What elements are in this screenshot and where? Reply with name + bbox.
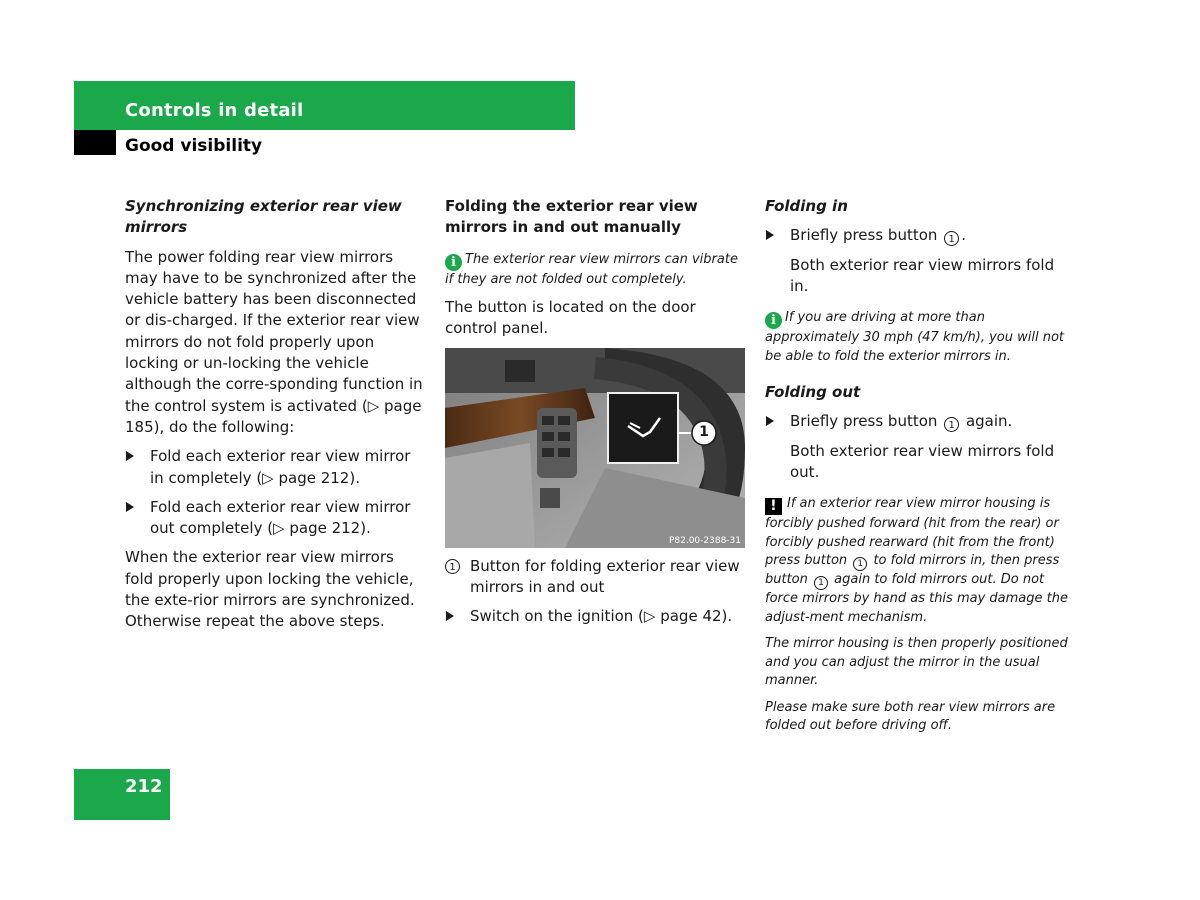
column-folding-in-out <box>765 196 1070 736</box>
bullet-triangle-icon <box>766 230 774 240</box>
warning-text-part1: If an exterior rear view mirror housing is forcibly pushed forward (hit from the rear) or forcibly pushed rearward (hit from the front) press button <box>765 496 1059 569</box>
bullet-press-fold-in-text: Briefly press button <box>790 226 938 245</box>
bullet-triangle-icon <box>126 451 134 461</box>
bullet-press-fold-out-suffix: again. <box>961 412 1013 431</box>
caption-number-badge: 1 <box>445 559 460 574</box>
synchronizing-outro: When the exterior rear view mirrors fold properly upon locking the vehicle, the exte-rior mirrors are synchronized. Otherwise repeat the above steps. <box>125 548 415 631</box>
bullet-triangle-icon <box>766 416 774 426</box>
button-location-text: The button is located on the door control panel. <box>445 298 696 338</box>
section-title: Controls in detail <box>125 100 304 121</box>
info-note-speed-text: If you are driving at more than approximately 30 mph (47 km/h), you will not be able to fold the exterior mirrors in. <box>765 310 1064 364</box>
bullet-triangle-icon <box>126 502 134 512</box>
bullet-press-fold-in-suffix: . <box>961 226 966 245</box>
warning-followup-2: Please make sure both rear view mirrors are folded out before driving off. <box>765 699 1056 734</box>
bullet-fold-out <box>125 497 425 540</box>
info-note-vibrate-text: The exterior rear view mirrors can vibrate if they are not folded out completely. <box>445 251 738 287</box>
warning-text-part3: again to fold mirrors out. Do not force mirrors by hand as this may damage the adjust-ment mechanism. <box>765 572 1068 625</box>
section-header-bar <box>74 81 575 130</box>
bullet-fold-in-text: Fold each exterior rear view mirror in completely (▷ page 212). <box>150 447 411 487</box>
bullet-press-fold-out-text: Briefly press button <box>790 412 938 431</box>
button-number-badge: 1 <box>814 576 828 590</box>
subsection-title: Good visibility <box>125 136 263 156</box>
bullet-triangle-icon <box>446 611 454 621</box>
warning-followup-1: The mirror housing is then properly positioned and you can adjust the mirror in the usual manner. <box>765 636 1068 689</box>
column-manual-folding <box>445 196 745 628</box>
info-note-speed <box>765 309 1070 366</box>
info-note-vibrate <box>445 251 745 290</box>
page-number-box <box>74 769 170 820</box>
button-number-badge: 1 <box>944 231 959 246</box>
folding-in-heading: Folding in <box>765 197 848 215</box>
photo-callout-number: 1 <box>699 423 709 440</box>
synchronizing-heading: Synchronizing exterior rear view mirrors <box>125 197 402 237</box>
door-panel-photo <box>445 348 745 548</box>
bullet-switch-ignition <box>445 606 745 627</box>
bullet-fold-in <box>125 446 425 489</box>
column-synchronizing <box>125 196 425 633</box>
warning-note-housing <box>765 495 1070 627</box>
info-icon: i <box>765 312 782 329</box>
photo-caption <box>445 556 745 599</box>
warning-icon: ! <box>765 498 782 515</box>
page-number: 212 <box>125 776 163 797</box>
manual-folding-heading: Folding the exterior rear view mirrors in and out manually <box>445 197 698 237</box>
bullet-press-fold-in <box>765 225 1070 246</box>
warning-text-part2: to fold mirrors in, then press button <box>765 553 1060 588</box>
info-icon: i <box>445 254 462 271</box>
folding-out-result: Both exterior rear view mirrors fold out. <box>790 441 1055 482</box>
bullet-press-fold-out <box>765 411 1070 432</box>
subsection-marker <box>74 130 116 155</box>
folding-in-result: Both exterior rear view mirrors fold in. <box>790 255 1055 295</box>
bullet-switch-ignition-text: Switch on the ignition (▷ page 42). <box>470 607 733 626</box>
door-panel-illustration <box>445 348 745 548</box>
bullet-fold-out-text: Fold each exterior rear view mirror out completely (▷ page 212). <box>150 497 411 538</box>
photo-caption-text: Button for folding exterior rear view mirrors in and out <box>470 556 740 596</box>
button-number-badge: 1 <box>944 417 959 432</box>
synchronizing-intro: The power folding rear view mirrors may have to be synchronized after the vehicle battery has been disconnected or dis-charged. If the exterior rear view mirrors do not fold properly upon locking or un-locking the vehicle although the corre-sponding function in the control system is activated (▷ page 185), do the following: <box>125 247 423 436</box>
button-number-badge: 1 <box>853 557 867 571</box>
folding-out-heading: Folding out <box>765 383 861 402</box>
photo-code: P82.00-2388-31 <box>668 535 741 546</box>
